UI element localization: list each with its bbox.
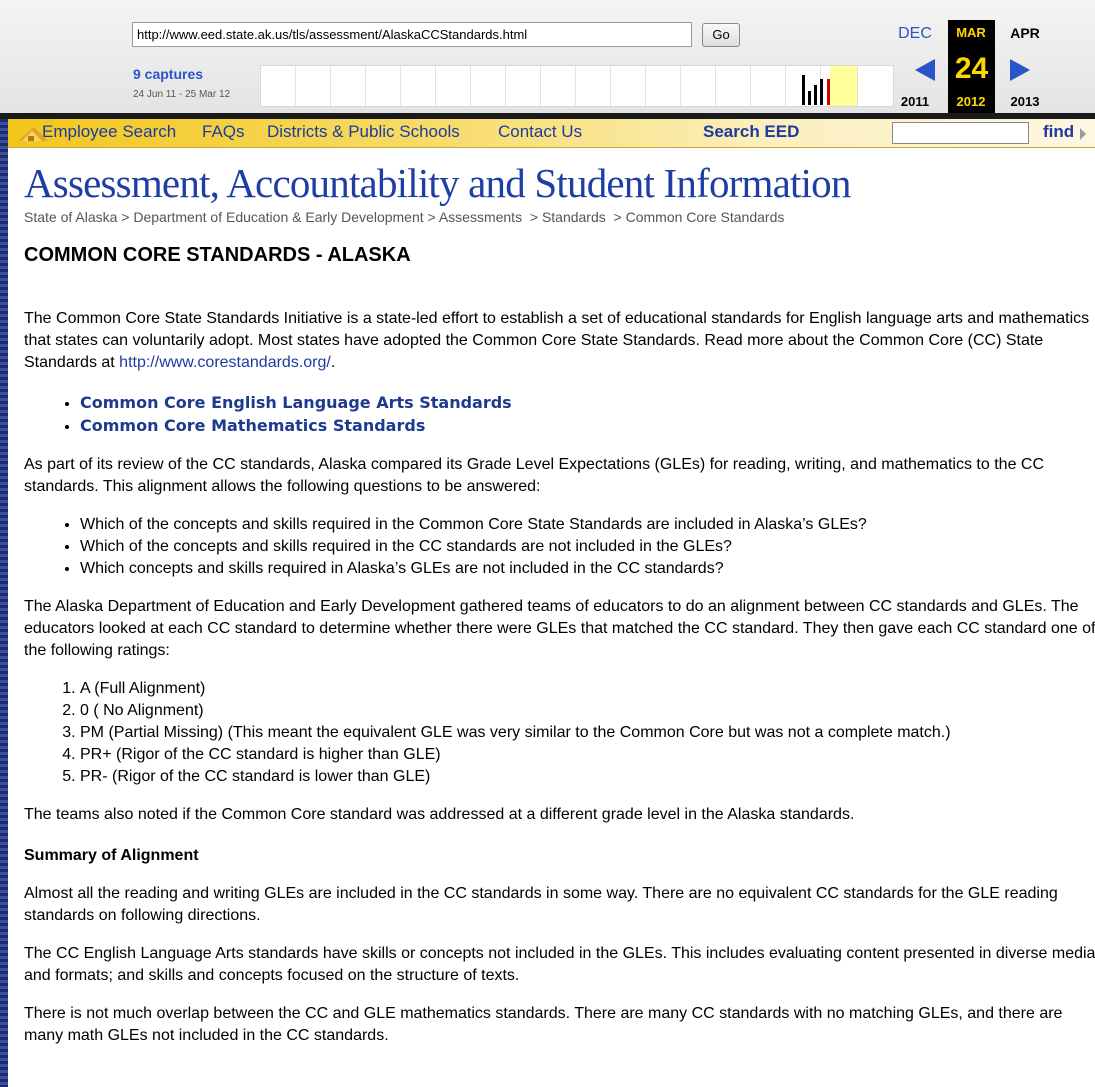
site-title: Assessment, Accountability and Student Information xyxy=(24,160,851,206)
nav-contact-us[interactable]: Contact Us xyxy=(498,122,583,141)
math-standards-link[interactable]: Common Core Mathematics Standards xyxy=(80,416,426,435)
intro-paragraph xyxy=(24,308,1095,374)
sparkline-current-highlight xyxy=(830,66,857,106)
nav-employee-search[interactable]: Employee Search xyxy=(42,122,177,141)
sparkline-divider xyxy=(540,66,541,106)
prev-year[interactable]: 2011 xyxy=(900,94,930,109)
teams-paragraph: The Alaska Department of Education and Early Development gathered teams of educators to do an alignment between CC standards and GLEs. The educators looked at each CC standard to determine whether there were GLEs that matched the CC standard. They then gave each CC standard one of the following ratings: xyxy=(24,598,1095,659)
find-button[interactable]: find xyxy=(1043,122,1075,141)
captures-link[interactable]: 9 captures xyxy=(133,66,204,82)
list-item: 4. PR+ (Rigor of the CC standard is higher than GLE) xyxy=(80,744,1095,766)
next-month-link[interactable]: APR xyxy=(1010,25,1040,41)
list-item xyxy=(80,415,1095,438)
capture-bar-current xyxy=(827,79,830,105)
questions-list xyxy=(80,514,1095,580)
capture-bar xyxy=(802,75,805,105)
standards-links-list xyxy=(80,392,1095,438)
sparkline-divider xyxy=(435,66,436,106)
wayback-toolbar xyxy=(0,0,1095,114)
breadcrumb-department[interactable]: Department of Education & Early Development xyxy=(133,209,424,225)
intro-text: The Common Core State Standards Initiative is a state-led effort to establish a set of educational standards for English language arts and mathematics that states can voluntarily adopt. Most states have adopted the Common Core State Standards. Read more about the Common Core (CC) State Standards at xyxy=(24,310,1090,371)
sparkline-divider xyxy=(680,66,681,106)
search-eed-label: Search EED xyxy=(703,122,800,141)
capture-sparkline[interactable] xyxy=(260,65,894,107)
breadcrumb-assessments[interactable]: Assessments xyxy=(438,209,523,225)
left-decorative-stripe xyxy=(0,119,8,1087)
breadcrumb-state-of-alaska[interactable]: State of Alaska xyxy=(24,209,118,225)
breadcrumb-common-core[interactable]: Common Core Standards xyxy=(625,209,785,225)
capture-bar xyxy=(814,85,817,105)
sparkline-divider xyxy=(610,66,611,106)
top-navigation-bar xyxy=(8,119,1095,148)
list-item: • Which of the concepts and skills required in the Common Core State Standards are included in Alaska’s GLEs? xyxy=(80,514,1095,536)
sparkline-divider xyxy=(470,66,471,106)
intro-end: . xyxy=(330,354,336,371)
capture-bar xyxy=(820,79,823,105)
page-title: COMMON CORE STANDARDS - ALASKA xyxy=(24,244,411,266)
summary-paragraph: Almost all the reading and writing GLEs are included in the CC standards in some way. There are no equivalent CC standards for the GLE reading standards on following directions. xyxy=(24,885,1058,924)
summary-heading: Summary of Alignment xyxy=(24,847,199,864)
ratings-list xyxy=(80,678,1095,788)
sparkline-divider xyxy=(505,66,506,106)
summary-paragraph: The CC English Language Arts standards have skills or concepts not included in the GLEs. This includes evaluating content presented in diverse media and formats; and skills and concepts focused on the structure of texts. xyxy=(24,945,1095,984)
list-item: 5. PR- (Rigor of the CC standard is lower than GLE) xyxy=(80,766,1095,788)
sparkline-divider xyxy=(365,66,366,106)
prev-capture-arrow-icon[interactable] xyxy=(915,59,935,81)
url-input[interactable] xyxy=(132,22,692,47)
current-month: MAR xyxy=(956,25,986,40)
go-button[interactable]: Go xyxy=(702,23,740,47)
nav-districts-schools[interactable]: Districts & Public Schools xyxy=(267,122,460,141)
list-item: 2. 0 ( No Alignment) xyxy=(80,700,1095,722)
list-item xyxy=(80,392,1095,415)
ela-standards-link[interactable]: Common Core English Language Arts Standards xyxy=(80,393,512,412)
list-item: 3. PM (Partial Missing) (This meant the equivalent GLE was very similar to the Common Core but was not a complete match.) xyxy=(80,722,1095,744)
breadcrumb-standards[interactable]: Standards xyxy=(541,209,606,225)
sparkline-divider xyxy=(575,66,576,106)
list-item: • Which of the concepts and skills required in the CC standards are not included in the GLEs? xyxy=(80,536,1095,558)
nav-faqs[interactable]: FAQs xyxy=(202,122,245,141)
sparkline-divider xyxy=(857,66,858,106)
next-year[interactable]: 2013 xyxy=(1010,94,1040,109)
capture-range: 24 Jun 11 - 25 Mar 12 xyxy=(133,89,231,100)
sparkline-divider xyxy=(330,66,331,106)
sparkline-divider xyxy=(715,66,716,106)
grade-level-paragraph: The teams also noted if the Common Core standard was addressed at a different grade level in the Alaska standards. xyxy=(24,806,855,823)
current-day: 24 xyxy=(954,52,989,85)
capture-bar xyxy=(808,91,811,105)
breadcrumb: State of Alaska > Department of Education & Early Development > Assessments > Standards > Common Core Standards xyxy=(24,209,785,225)
main-content xyxy=(24,160,1095,1047)
sparkline-divider xyxy=(400,66,401,106)
corestandards-link[interactable]: http://www.corestandards.org/ xyxy=(119,354,331,371)
current-year: 2012 xyxy=(956,94,986,109)
sparkline-divider xyxy=(645,66,646,106)
list-item: • Which concepts and skills required in Alaska’s GLEs are not included in the CC standards? xyxy=(80,558,1095,580)
summary-paragraph: There is not much overlap between the CC and GLE mathematics standards. There are many CC standards with no matching GLEs, and there are many math GLEs not included in the CC standards. xyxy=(24,1005,1063,1044)
find-arrow-icon xyxy=(1080,128,1086,140)
sparkline-divider xyxy=(295,66,296,106)
sparkline-divider xyxy=(785,66,786,106)
prev-month-link[interactable]: DEC xyxy=(898,25,932,42)
list-item: 1. A (Full Alignment) xyxy=(80,678,1095,700)
search-input[interactable] xyxy=(892,122,1029,144)
sparkline-divider xyxy=(750,66,751,106)
next-capture-arrow-icon[interactable] xyxy=(1010,59,1030,81)
review-paragraph: As part of its review of the CC standards, Alaska compared its Grade Level Expectations (GLEs) for reading, writing, and mathematics to the CC standards. This alignment allows the following questions to be answered: xyxy=(24,456,1045,495)
